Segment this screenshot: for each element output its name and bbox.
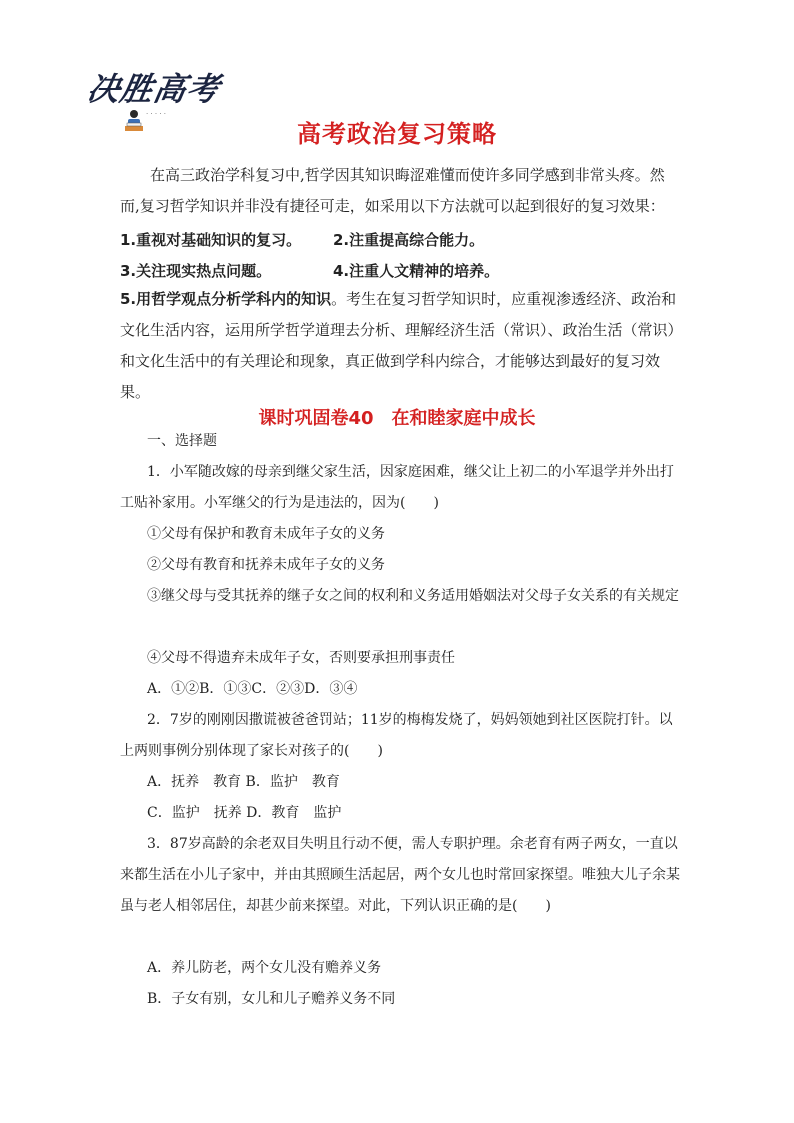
tip-1: 1.重视对基础知识的复习。	[120, 231, 302, 249]
tips-row-1	[120, 229, 485, 250]
q3-choice-a: A．养儿防老，两个女儿没有赡养义务	[147, 960, 382, 976]
tip-5-body: 。考生在复习哲学知识时，应重视渗透经济、政治和文化生活内容，运用所学哲学道理去分析、理解经济生活（常识）、政治生活（常识）和文化生活中的有关理论和现象，真正做到学科内综合，才能够达到最好的复习效果。	[120, 290, 677, 401]
question-2-stem: 2．7岁的刚刚因撒谎被爸爸罚站；11岁的梅梅发烧了，妈妈领她到社区医院打针。以上两则事例分别体现了家长对孩子的( )	[120, 712, 673, 759]
exercise-title: 课时巩固卷40 在和睦家庭中成长	[258, 408, 536, 429]
tip-4: 4.注重人文精神的培养。	[333, 262, 500, 280]
q1-answer-choices: A．①②B．①③C．②③D．③④	[147, 681, 358, 697]
q2-choices-ab: A．抚养 教育 B．监护 教育	[147, 774, 340, 790]
question-1-stem: 1．小军随改嫁的母亲到继父家生活，因家庭困难，继父让上初二的小军退学并外出打工贴补家用。小军继父的行为是违法的，因为( )	[120, 464, 674, 511]
q3-choice-b: B．子女有别，女儿和儿子赡养义务不同	[147, 991, 396, 1007]
tips-row-2	[120, 260, 500, 281]
q1-option-3: ③继父母与受其抚养的继子女之间的权利和义务适用婚姻法对父母子女关系的有关规定	[147, 588, 679, 604]
intro-paragraph: 在高三政治学科复习中,哲学因其知识晦涩难懂而使许多同学感到非常头疼。然而,复习哲学知识并非没有捷径可走，如采用以下方法就可以起到很好的复习效果：	[120, 166, 665, 215]
tip-5-paragraph	[120, 284, 680, 408]
q1-option-4: ④父母不得遗弃未成年子女，否则要承担刑事责任	[147, 650, 455, 666]
q1-option-2: ②父母有教育和抚养未成年子女的义务	[147, 557, 385, 573]
q2-choices-cd: C．监护 抚养 D．教育 监护	[147, 805, 342, 821]
page-title: 高考政治复习策略	[297, 120, 497, 148]
tip-5-heading: 5.用哲学观点分析学科内的知识	[120, 290, 332, 308]
q1-option-1: ①父母有保护和教育未成年子女的义务	[147, 526, 385, 542]
logo-tagline-decoration: · · · · ·	[146, 110, 167, 118]
section-heading: 一、选择题	[147, 433, 217, 449]
question-3-stem: 3．87岁高龄的余老双目失明且行动不便，需人专职护理。余老育有两子两女，一直以来都生活在小儿子家中，并由其照顾生活起居，两个女儿也时常回家探望。唯独大儿子余某虽与老人相邻居住，却甚少前来探望。对此，下列认识正确的是( )	[120, 836, 680, 914]
tip-2: 2.注重提高综合能力。	[333, 231, 485, 249]
logo-text: 决胜高考	[84, 70, 224, 108]
tip-3: 3.关注现实热点问题。	[120, 262, 272, 280]
